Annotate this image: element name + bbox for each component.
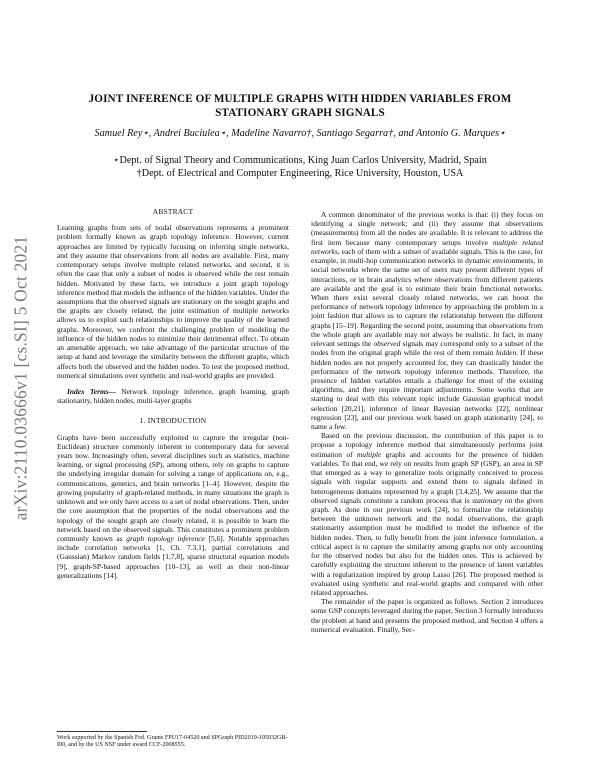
- intro-paragraph-2: [311, 210, 543, 431]
- paper-title-line-2: STATIONARY GRAPH SIGNALS: [215, 106, 385, 119]
- abstract-heading: ABSTRACT: [152, 207, 194, 216]
- intro-p1-em: graph topology inference: [126, 534, 205, 543]
- affiliation-2: †Dept. of Electrical and Computer Engineering, Rice University, Houston, USA: [136, 168, 464, 179]
- right-p2-em2: stationary: [472, 495, 503, 505]
- intro-paragraph-4: The remainder of the paper is organized as follows. Section 2 introduces some GSP concepts leveraged during the paper, Section 3 formally introduces the problem at hand and presents the proposed method, and Section 4 offers a numerical evaluation. Finally, Sec-: [311, 597, 543, 634]
- index-terms-label: Index Terms—: [67, 386, 117, 396]
- right-p2-em1: multiple: [356, 449, 382, 459]
- right-p2-part1: Based on the previous discussion, the contribution of this paper is to propose a topology inference method that simultaneously performs joint estimation of: [311, 431, 543, 459]
- right-column: [311, 210, 543, 634]
- index-terms: [57, 387, 289, 405]
- right-p1-part2: , each of them with a subset of available signals. This is the case, for example, in multi-hop communication networks in dynamic environments, in social networks where the same set of users may present different types of interactions, or in brain analytics where observations from different patients are available and the goal is to estimate their brain functional networks. When there exist several closely related networks, we can boost the performance of network topology inference by approaching the problem in a joint fashion that allows us to capture the relationship between the different graphs [15–19]. Regarding the second point, assuming that observations from the whole graph are available may not always be realistic. In fact, in many relevant settings the: [311, 246, 543, 349]
- right-p1-part4: . If these hidden nodes are not properly accounted for, they can drastically hinder the performance of the network topology inference methods. Therefore, the presence of hidden variables entails a challenge for most of the existing algorithms, and they require important adjustments. Some works that are starting to deal with this relevant topic include Gaussian graphical model selection [20,21], inference of linear Bayesian networks [22], nonlinear regression [23], and our previous work based on graph stationarity [24], to name a few.: [311, 348, 543, 432]
- arxiv-identifier-text: arXiv:2110.03666v1 [cs.SI] 5 Oct 2021: [10, 235, 31, 520]
- index-terms-text: Network topology inference, graph learning, graph stationarity, hidden nodes, multi-layer graphs: [57, 386, 289, 406]
- right-p1-em2: observed: [373, 339, 401, 349]
- affiliations: [40, 154, 560, 180]
- right-p1-em1: multiple related networks: [311, 237, 543, 256]
- paper-title: [70, 93, 530, 120]
- right-p2-part2: graphs and accounts for the presence of hidden variables. To that end, we rely on results from graph SP (GSP), an area in SP that emerged as a way to generalize tools originally conceived to process signals with regular supports and extend them to signals defined in heterogeneous domains represented by a graph [3,4,25]. We assume that the observed signals constitute a random process that is: [311, 449, 543, 505]
- introduction-heading: 1. INTRODUCTION: [139, 416, 207, 426]
- funding-footnote: Work supported by the Spanish Fed. Grants FPU17-04520 and SPGraph PID2019-105032GB-I00, and by the US NSF under award CCF-2008555.: [57, 735, 288, 749]
- affiliation-1: ⋆Dept. of Signal Theory and Communications, King Juan Carlos University, Madrid, Spain: [113, 155, 487, 166]
- right-p1-part3: signals may correspond only to a subset of the nodes from the original graph while the rest of them remain: [311, 339, 543, 358]
- arxiv-identifier: [7, 195, 35, 560]
- introduction-paragraph-1: [57, 433, 289, 581]
- intro-p1-part1: Graphs have been successfully exploited to capture the irregular (non-Euclidean) structure commonly inherent to contemporary data for several years now. Increasingly often, several disciplines such as statistics, machine learning, or signal processing (SP), among others, rely on graphs to capture the underlying irregular domain for solving a range of applications on, e.g., communications, genetics, and brain networks [1–4]. However, despite the growing popularity of graph-related methods, in many situations the graph is unknown and we only have access to a set of nodal observations. Then, under the core assumption that the properties of the nodal observations and the topology of the sought graph are closely related, it is possible to learn the network based on the observed signals. This constitutes a prominent problem commonly known as: [57, 432, 289, 543]
- left-column: [57, 207, 289, 580]
- right-p2-part3: on the given graph. As done in our previous work [24], to formalize the relationship between the unknown network and the nodal observations, the graph stationarity assumption must be modified to model the influence of the hidden nodes. Then, to fully benefit from the joint inference formulation, a critical aspect is to capture the similarity among graphs not only accounting for the observed nodes but also for the hidden ones. This is achieved by carefully exploiting the structure inherent to the presence of latent variables with a regularization inspired by group Lasso [26]. The proposed method is evaluated using synthetic and real-world graphs and compared with other related approaches.: [311, 495, 543, 597]
- right-p1-em3: hidden: [495, 348, 517, 358]
- paper-title-line-1: JOINT INFERENCE OF MULTIPLE GRAPHS WITH HIDDEN VARIABLES FROM: [88, 93, 512, 105]
- intro-paragraph-3: [311, 431, 543, 597]
- right-p1-part1: A common denominator of the previous works is that: (i) they focus on identifying a single network; and (ii) they assume that observations (measurements) from all the nodes are available. It is relevant to address the first item because many contemporary setups involve: [311, 210, 543, 247]
- intro-p1-part2: [5,6]. Notable approaches include correlation networks [1, Ch. 7.3.1], partial correlations and (Gaussian) Markov random fields [1,7,8], sparse structural equation models [9], graph-SP-based approaches [10–13], as well as their non-linear generalizations [14].: [57, 534, 289, 580]
- author-list: Samuel Rey⋆, Andrei Buciulea⋆, Madeline Navarro†, Santiago Segarra†, and Antonio G. Marques⋆: [94, 128, 506, 139]
- footnote-rule: [57, 731, 147, 732]
- abstract-text: Learning graphs from sets of nodal observations represents a prominent problem formally known as graph topology inference. However, current approaches are limited by typically focusing on inferring single networks, and they assume that observations from all nodes are available. First, many contemporary setups involve multiple related networks, and second, it is often the case that only a subset of nodes is observed while the rest remain hidden. Motivated by these facts, we introduce a joint graph topology inference method that models the influence of the hidden variables. Under the assumptions that the observed signals are stationary on the sought graphs and the graphs are closely related, the joint estimation of multiple networks allows us to exploit such relationships to improve the quality of the learned graphs. Moreover, we confront the challenging problem of modeling the influence of the hidden nodes to minimize their detrimental effect. To obtain an amenable approach, we take advantage of the particular structure of the setup at hand and leverage the similarity between the different graphs, which affects both the observed and the hidden nodes. To test the proposed method, numerical simulations over synthetic and real-world graphs are provided.: [57, 223, 289, 380]
